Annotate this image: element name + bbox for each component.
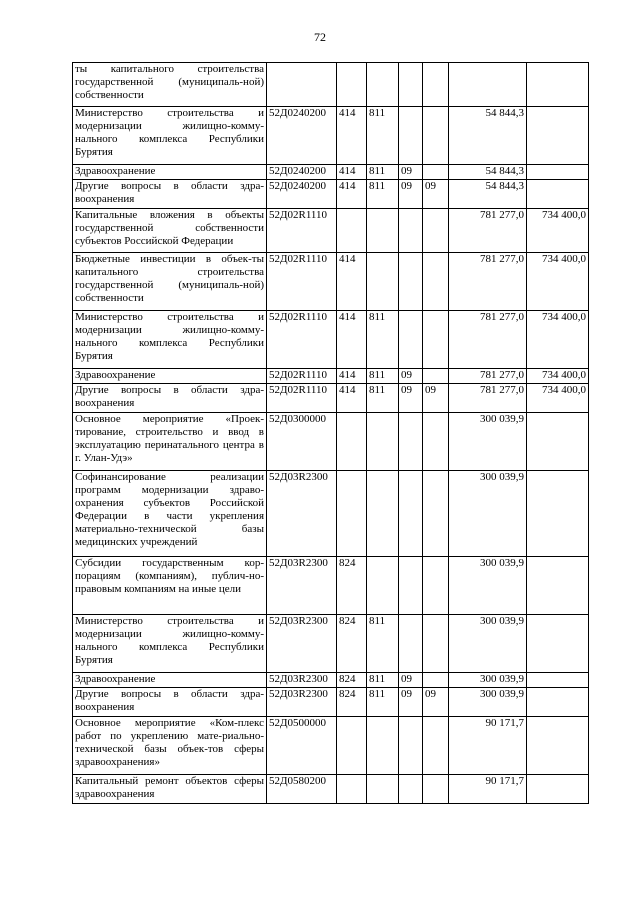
- cell-csr: 52Д03R2300: [267, 673, 337, 688]
- cell-sum2: [527, 615, 589, 673]
- cell-vr: 824: [337, 615, 367, 673]
- cell-sum2: [527, 673, 589, 688]
- cell-sum1: 300 039,9: [449, 688, 527, 717]
- cell-rz: [399, 107, 423, 165]
- page-number: 72: [314, 30, 326, 44]
- cell-csr: 52Д02R1110: [267, 311, 337, 369]
- cell-vr: [337, 209, 367, 253]
- cell-pr: [423, 673, 449, 688]
- cell-grbs: [367, 471, 399, 557]
- cell-name: Софинансирование реализации программ модернизации здраво-охранения субъектов Российской Федерации в части укрепления материально-технической базы медицинских учреждений: [73, 471, 267, 557]
- cell-rz: [399, 717, 423, 775]
- cell-sum1: 300 039,9: [449, 615, 527, 673]
- cell-vr: [337, 471, 367, 557]
- cell-csr: 52Д0300000: [267, 413, 337, 471]
- cell-csr: 52Д03R2300: [267, 688, 337, 717]
- cell-sum2: 734 400,0: [527, 311, 589, 369]
- cell-grbs: [367, 209, 399, 253]
- cell-sum2: 734 400,0: [527, 384, 589, 413]
- cell-csr: 52Д0240200: [267, 107, 337, 165]
- cell-csr: 52Д03R2300: [267, 615, 337, 673]
- cell-sum2: [527, 165, 589, 180]
- cell-sum2: [527, 557, 589, 615]
- cell-grbs: [367, 253, 399, 311]
- cell-grbs: 811: [367, 615, 399, 673]
- cell-grbs: 811: [367, 384, 399, 413]
- table-row: [73, 165, 589, 180]
- cell-sum1: 90 171,7: [449, 717, 527, 775]
- cell-rz: 09: [399, 673, 423, 688]
- cell-rz: 09: [399, 688, 423, 717]
- cell-csr: 52Д0500000: [267, 717, 337, 775]
- table-row: [73, 471, 589, 557]
- cell-sum2: [527, 471, 589, 557]
- cell-name: ты капитального строительства государственной (муниципаль-ной) собственности: [73, 63, 267, 107]
- cell-pr: [423, 369, 449, 384]
- cell-vr: 414: [337, 180, 367, 209]
- cell-grbs: 811: [367, 165, 399, 180]
- cell-sum1: 781 277,0: [449, 253, 527, 311]
- cell-csr: [267, 63, 337, 107]
- cell-rz: [399, 557, 423, 615]
- cell-grbs: 811: [367, 311, 399, 369]
- table-row: [73, 673, 589, 688]
- cell-csr: 52Д02R1110: [267, 209, 337, 253]
- cell-vr: [337, 717, 367, 775]
- cell-name: Другие вопросы в области здра-воохранения: [73, 384, 267, 413]
- table-row: [73, 107, 589, 165]
- cell-name: Капитальный ремонт объектов сферы здравоохранения: [73, 775, 267, 804]
- cell-rz: [399, 775, 423, 804]
- cell-csr: 52Д0240200: [267, 165, 337, 180]
- cell-csr: 52Д0240200: [267, 180, 337, 209]
- cell-pr: 09: [423, 384, 449, 413]
- cell-csr: 52Д02R1110: [267, 384, 337, 413]
- cell-grbs: 811: [367, 673, 399, 688]
- table-body: [73, 63, 589, 804]
- cell-sum1: 54 844,3: [449, 107, 527, 165]
- cell-sum2: [527, 180, 589, 209]
- budget-table: [72, 62, 589, 804]
- cell-name: Основное мероприятие «Ком-плекс работ по укреплению мате-риально-технической базы объек-тов сферы здравоохранения»: [73, 717, 267, 775]
- cell-sum1: 300 039,9: [449, 413, 527, 471]
- table-row: [73, 209, 589, 253]
- table-row: [73, 688, 589, 717]
- cell-grbs: 811: [367, 369, 399, 384]
- cell-rz: [399, 311, 423, 369]
- cell-sum2: [527, 63, 589, 107]
- cell-pr: [423, 311, 449, 369]
- table-row: [73, 180, 589, 209]
- cell-name: Другие вопросы в области здра-воохранения: [73, 688, 267, 717]
- cell-name: Министерство строительства и модернизации жилищно-комму-нального комплекса Республики Бурятия: [73, 311, 267, 369]
- cell-pr: 09: [423, 688, 449, 717]
- cell-csr: 52Д03R2300: [267, 471, 337, 557]
- table-row: [73, 253, 589, 311]
- table-row: [73, 615, 589, 673]
- cell-rz: [399, 63, 423, 107]
- table-row: [73, 717, 589, 775]
- cell-sum2: 734 400,0: [527, 253, 589, 311]
- cell-name: Основное мероприятие «Проек-тирование, строительство и ввод в эксплуатацию перинатального центра в г. Улан-Удэ»: [73, 413, 267, 471]
- cell-name: Министерство строительства и модернизации жилищно-комму-нального комплекса Республики Бурятия: [73, 615, 267, 673]
- cell-rz: [399, 253, 423, 311]
- cell-vr: 414: [337, 165, 367, 180]
- cell-grbs: [367, 775, 399, 804]
- cell-csr: 52Д0580200: [267, 775, 337, 804]
- table-row: [73, 311, 589, 369]
- cell-name: Другие вопросы в области здра-воохранения: [73, 180, 267, 209]
- cell-rz: 09: [399, 369, 423, 384]
- cell-rz: 09: [399, 384, 423, 413]
- cell-sum1: 300 039,9: [449, 557, 527, 615]
- cell-rz: [399, 615, 423, 673]
- cell-vr: 824: [337, 673, 367, 688]
- cell-sum1: 300 039,9: [449, 673, 527, 688]
- cell-vr: 414: [337, 369, 367, 384]
- cell-name: Здравоохранение: [73, 369, 267, 384]
- cell-rz: [399, 209, 423, 253]
- cell-sum1: 90 171,7: [449, 775, 527, 804]
- table-row: [73, 63, 589, 107]
- cell-sum2: 734 400,0: [527, 369, 589, 384]
- cell-vr: 414: [337, 253, 367, 311]
- cell-pr: [423, 165, 449, 180]
- cell-pr: [423, 63, 449, 107]
- cell-vr: [337, 413, 367, 471]
- cell-pr: [423, 775, 449, 804]
- cell-rz: [399, 471, 423, 557]
- cell-pr: [423, 471, 449, 557]
- cell-vr: 414: [337, 107, 367, 165]
- cell-grbs: [367, 557, 399, 615]
- cell-grbs: 811: [367, 180, 399, 209]
- cell-sum2: 734 400,0: [527, 209, 589, 253]
- cell-sum1: 781 277,0: [449, 311, 527, 369]
- cell-pr: [423, 615, 449, 673]
- table-row: [73, 557, 589, 615]
- cell-pr: [423, 253, 449, 311]
- table-row: [73, 384, 589, 413]
- cell-rz: 09: [399, 165, 423, 180]
- cell-sum2: [527, 717, 589, 775]
- cell-name: Бюджетные инвестиции в объек-ты капитального строительства государственной (муниципаль-ной) собственности: [73, 253, 267, 311]
- cell-sum2: [527, 688, 589, 717]
- cell-name: Капитальные вложения в объекты государственной собственности субъектов Российской Федерации: [73, 209, 267, 253]
- cell-sum1: 781 277,0: [449, 369, 527, 384]
- cell-vr: 414: [337, 311, 367, 369]
- cell-sum2: [527, 413, 589, 471]
- cell-sum1: 781 277,0: [449, 209, 527, 253]
- cell-rz: [399, 413, 423, 471]
- cell-sum2: [527, 107, 589, 165]
- cell-pr: [423, 413, 449, 471]
- cell-sum1: 781 277,0: [449, 384, 527, 413]
- cell-grbs: 811: [367, 688, 399, 717]
- cell-csr: 52Д02R1110: [267, 253, 337, 311]
- cell-sum1: 300 039,9: [449, 471, 527, 557]
- cell-sum2: [527, 775, 589, 804]
- cell-name: Субсидии государственным кор-порациям (компаниям), публич-но-правовым компаниям на иные цели: [73, 557, 267, 615]
- table-row: [73, 369, 589, 384]
- cell-name: Министерство строительства и модернизации жилищно-комму-нального комплекса Республики Бурятия: [73, 107, 267, 165]
- cell-pr: [423, 557, 449, 615]
- cell-vr: 824: [337, 557, 367, 615]
- cell-pr: 09: [423, 180, 449, 209]
- cell-name: Здравоохранение: [73, 673, 267, 688]
- cell-pr: [423, 107, 449, 165]
- cell-vr: [337, 63, 367, 107]
- cell-vr: 414: [337, 384, 367, 413]
- cell-sum1: [449, 63, 527, 107]
- table-row: [73, 775, 589, 804]
- cell-pr: [423, 717, 449, 775]
- cell-rz: 09: [399, 180, 423, 209]
- cell-grbs: [367, 717, 399, 775]
- cell-vr: 824: [337, 688, 367, 717]
- cell-grbs: [367, 413, 399, 471]
- cell-vr: [337, 775, 367, 804]
- cell-csr: 52Д03R2300: [267, 557, 337, 615]
- cell-grbs: [367, 63, 399, 107]
- cell-sum1: 54 844,3: [449, 165, 527, 180]
- cell-csr: 52Д02R1110: [267, 369, 337, 384]
- cell-sum1: 54 844,3: [449, 180, 527, 209]
- table-row: [73, 413, 589, 471]
- cell-pr: [423, 209, 449, 253]
- cell-name: Здравоохранение: [73, 165, 267, 180]
- cell-grbs: 811: [367, 107, 399, 165]
